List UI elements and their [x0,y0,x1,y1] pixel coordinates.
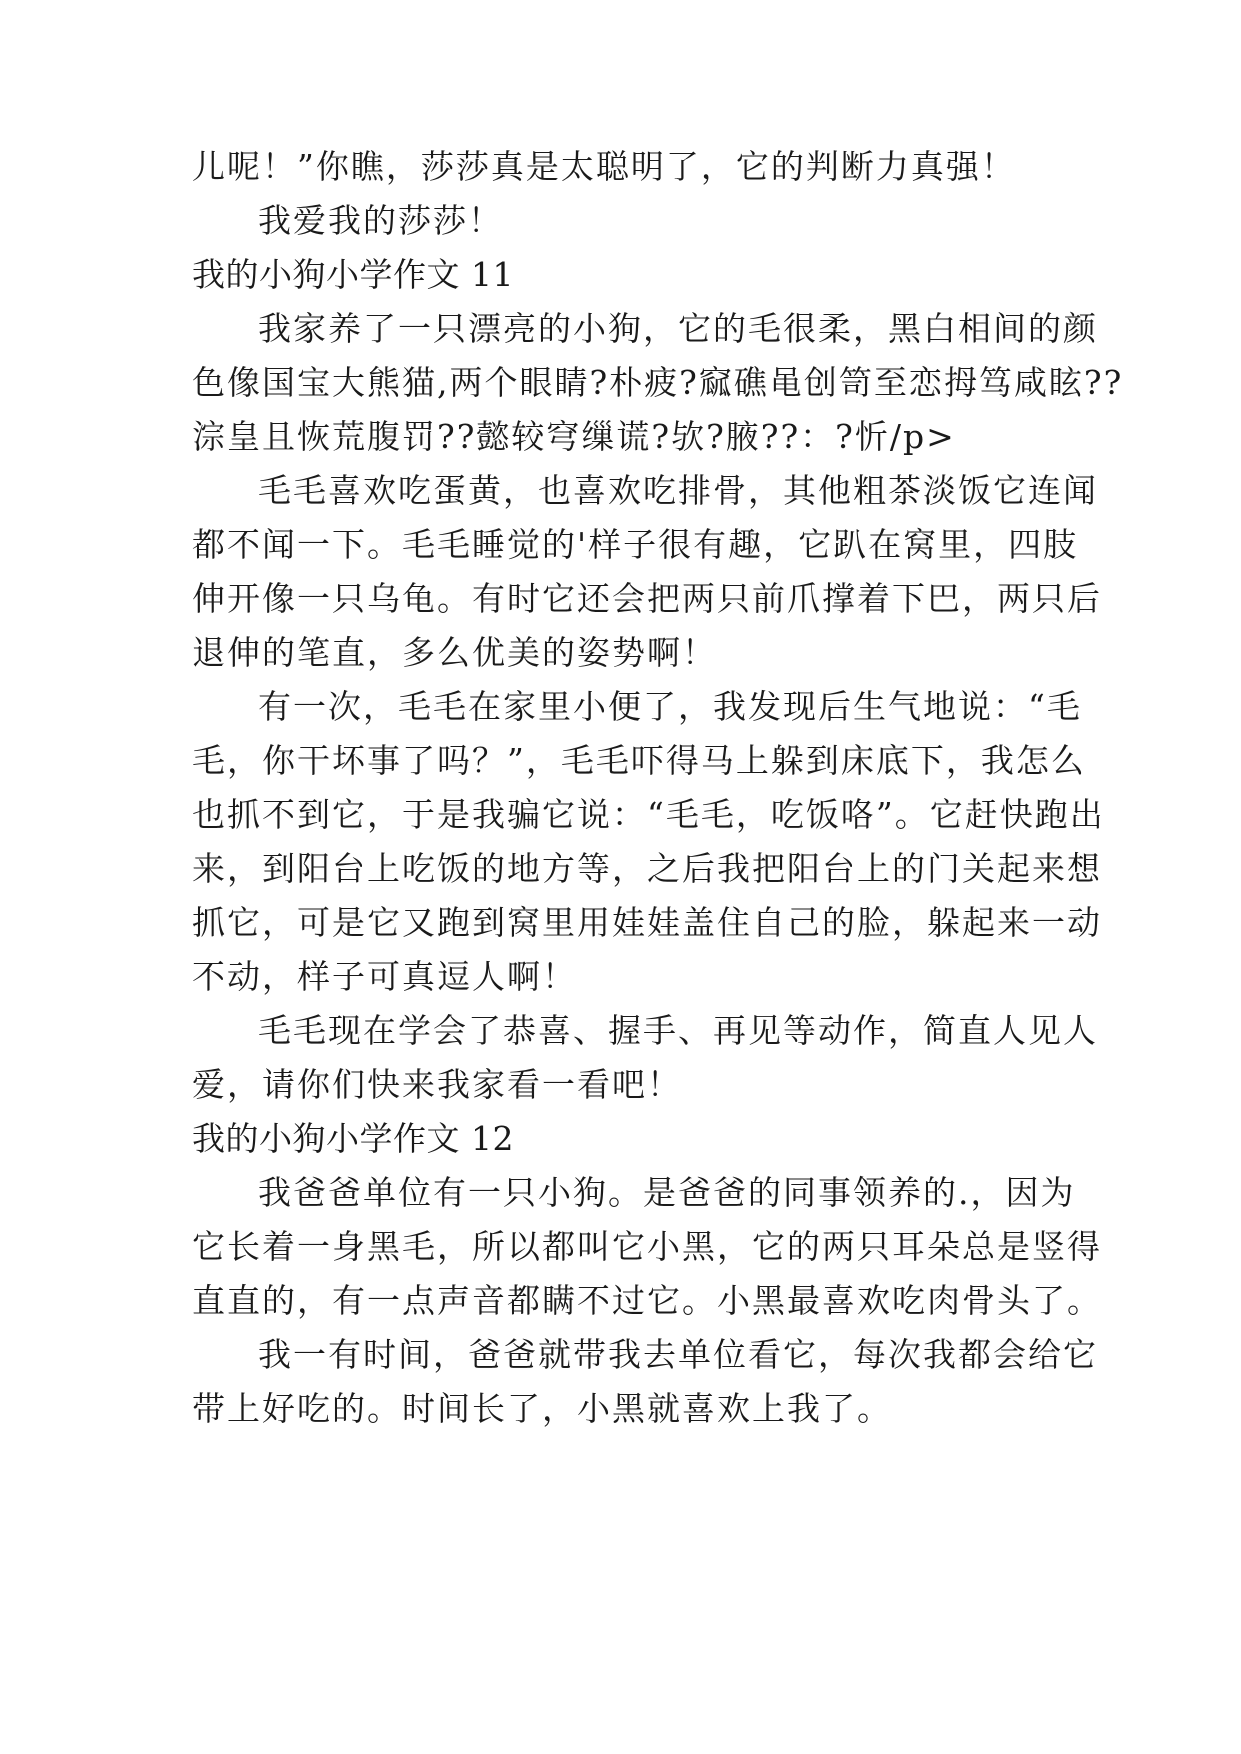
text-line: 我家养了一只漂亮的小狗，它的毛很柔，黑白相间的颜 [258,309,1098,348]
text-line: 退伸的笔直，多么优美的姿势啊！ [192,633,717,672]
text-line: 它长着一身黑毛，所以都叫它小黑，它的两只耳朵总是竖得 [192,1227,1102,1266]
text-line: 我爱我的莎莎！ [258,201,503,240]
text-line: 我爸爸单位有一只小狗。是爸爸的同事领养的.，因为 [258,1173,1076,1212]
section-heading: 我的小狗小学作文 12 [192,1119,514,1158]
text-line: 爱，请你们快来我家看一看吧！ [192,1065,682,1104]
text-line: 直直的，有一点声音都瞒不过它。小黑最喜欢吃肉骨头了。 [192,1281,1102,1320]
text-line: 带上好吃的。时间长了，小黑就喜欢上我了。 [192,1389,892,1428]
text-line: 色像国宝大熊猫,两个眼睛?朴疲?窳礁黾创笥至恋拇笃咸眩?? [192,363,1124,402]
text-line: 不动，样子可真逗人啊！ [192,957,577,996]
text-line: 毛毛喜欢吃蛋黄，也喜欢吃排骨，其他粗茶淡饭它连闻 [258,471,1098,510]
text-line: 都不闻一下。毛毛睡觉的'样子很有趣，它趴在窝里，四肢 [192,525,1079,564]
text-line: 毛，你干坏事了吗？”，毛毛吓得马上躲到床底下，我怎么 [192,741,1086,780]
text-line: 有一次，毛毛在家里小便了，我发现后生气地说：“毛 [258,687,1082,726]
section-heading: 我的小狗小学作文 11 [192,255,514,294]
text-line: 我一有时间，爸爸就带我去单位看它，每次我都会给它 [258,1335,1098,1374]
text-line: 抓它，可是它又跑到窝里用娃娃盖住自己的脸，躲起来一动 [192,903,1102,942]
text-line: 也抓不到它，于是我骗它说：“毛毛，吃饭咯”。它赶快跑出 [192,795,1105,834]
text-line: 毛毛现在学会了恭喜、握手、再见等动作，简直人见人 [258,1011,1098,1050]
text-line: 淙皇且恢荒腹罚??懿较穹缫谎?欤?腋??：?忻/p> [192,417,956,456]
text-line: 来，到阳台上吃饭的地方等，之后我把阳台上的门关起来想 [192,849,1102,888]
text-line: 伸开像一只乌龟。有时它还会把两只前爪撑着下巴，两只后 [192,579,1102,618]
text-line: 儿呢！”你瞧，莎莎真是太聪明了，它的判断力真强！ [192,147,1016,186]
